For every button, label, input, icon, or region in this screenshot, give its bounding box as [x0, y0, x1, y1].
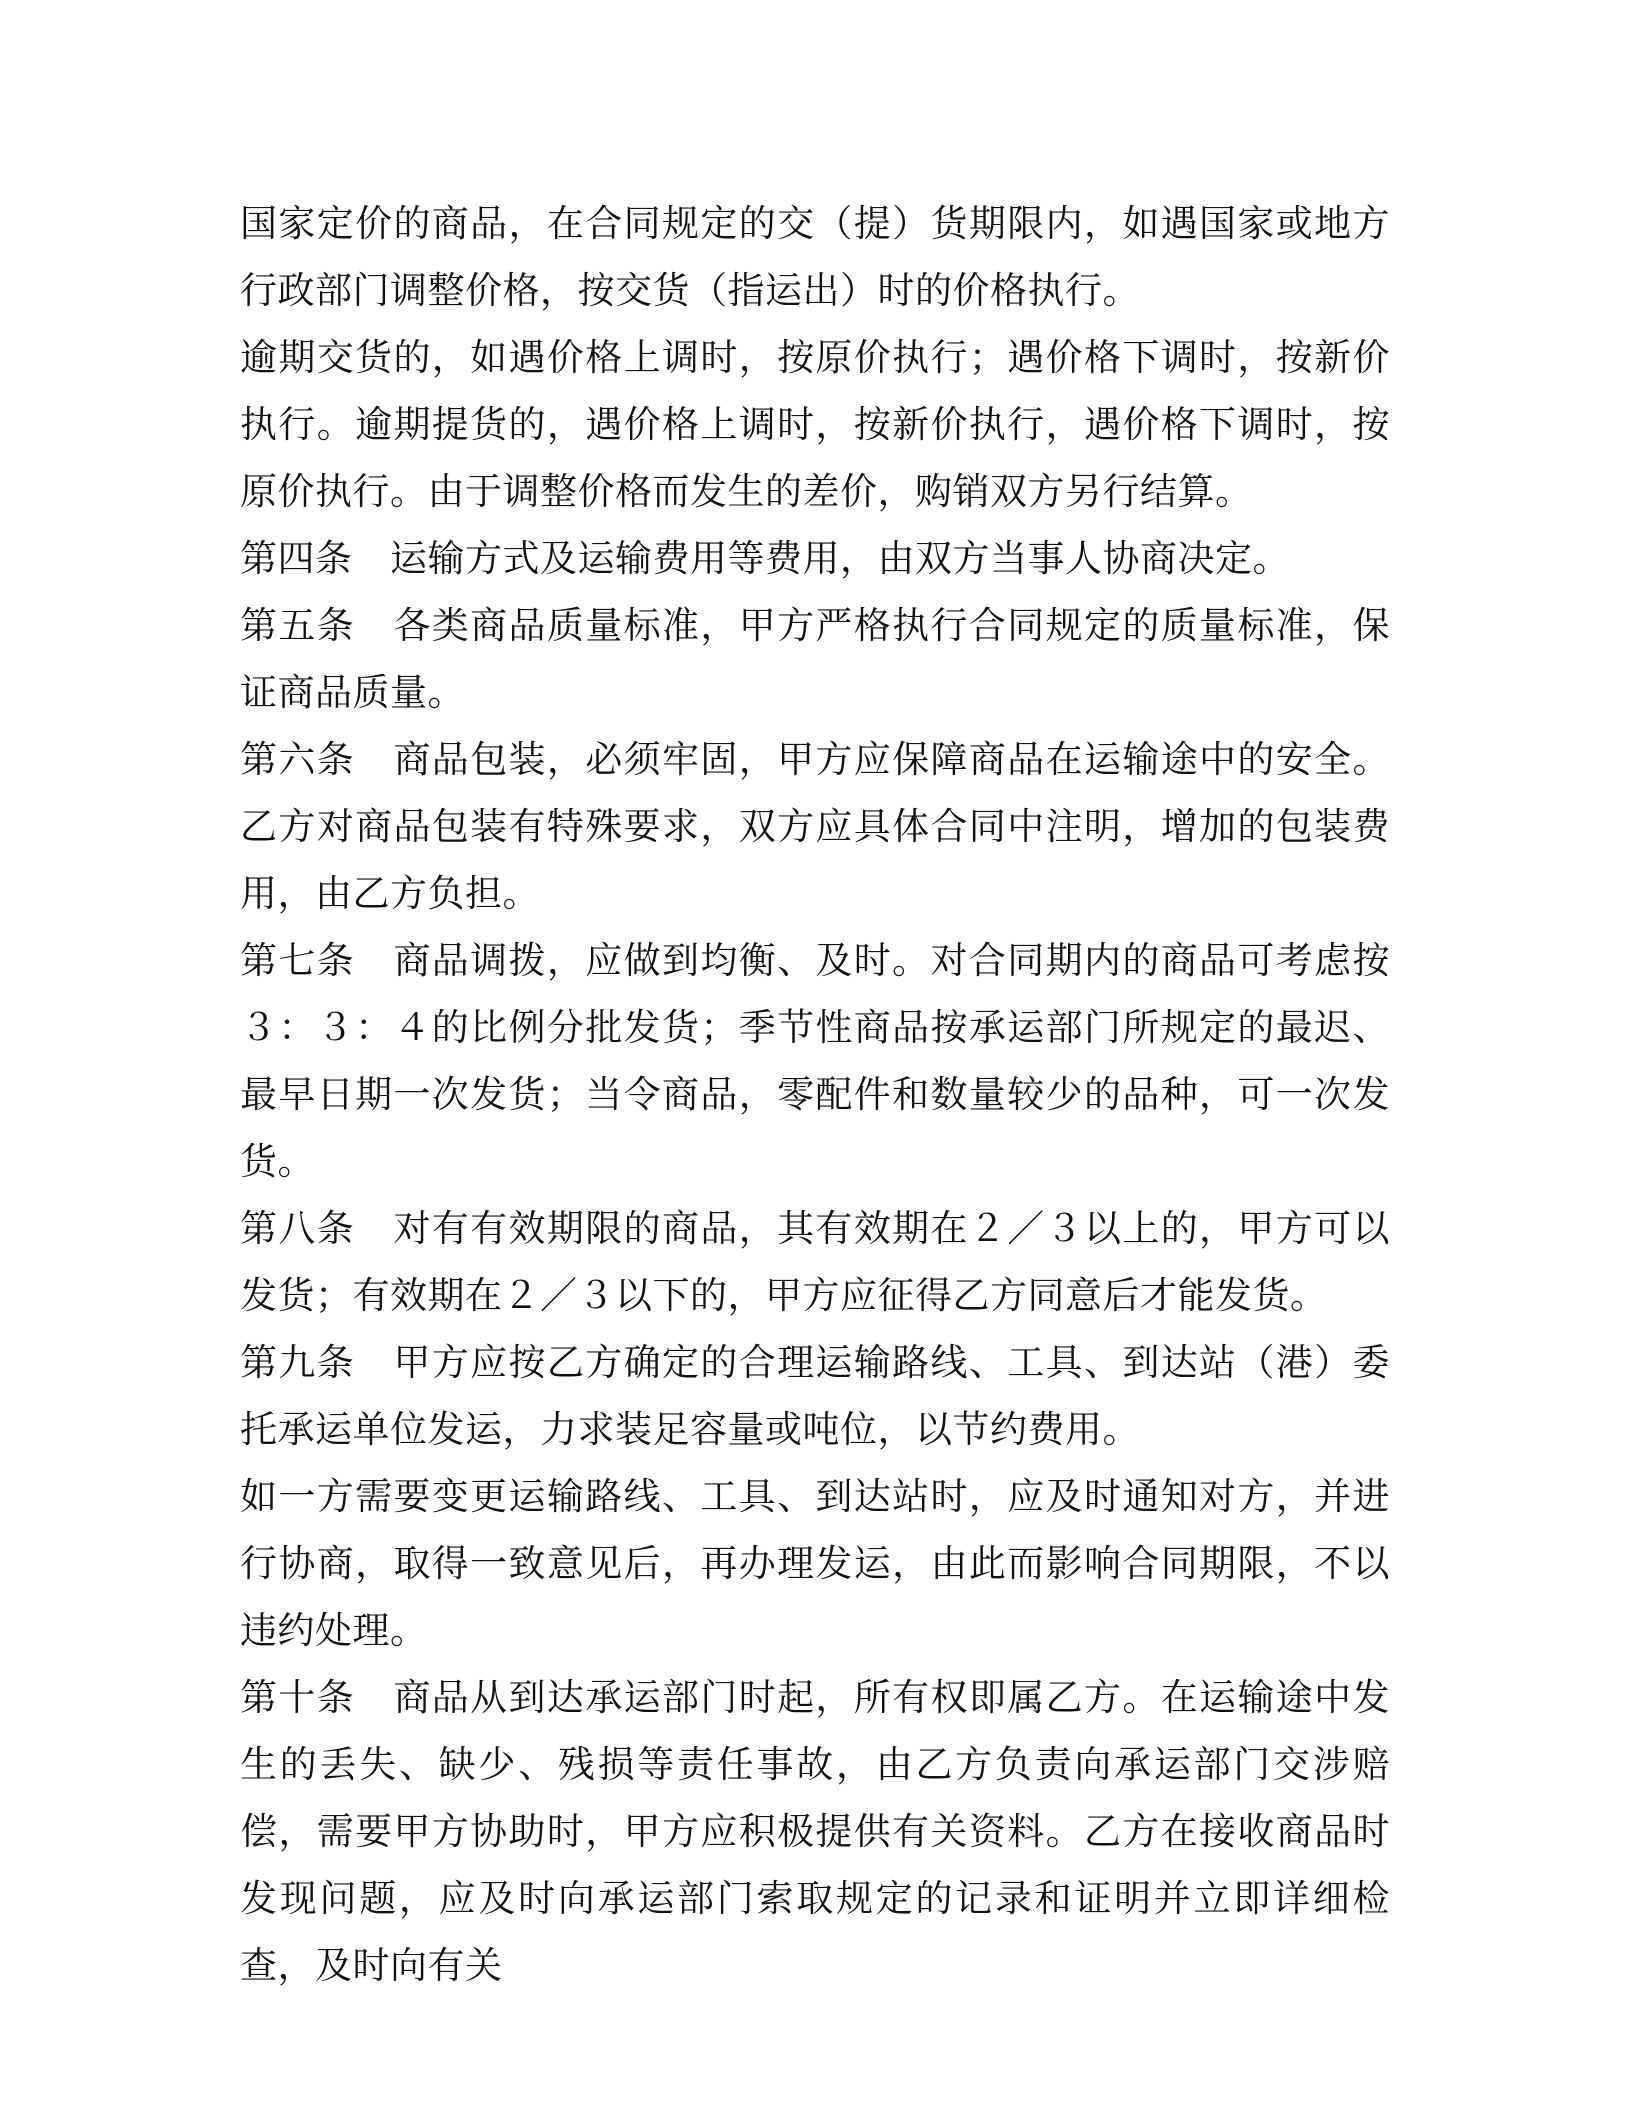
paragraph-overdue-delivery: 逾期交货的，如遇价格上调时，按原价执行；遇价格下调时，按新价执行。逾期提货的，遇价格上调时，按新价执行，遇价格下调时，按原价执行。由于调整价格而发生的差价，购销双方另行结算。 — [240, 336, 1390, 513]
paragraph-article-5: 第五条 各类商品质量标准，甲方严格执行合同规定的质量标准，保证商品质量。 — [240, 604, 1390, 714]
paragraph-article-9: 第九条 甲方应按乙方确定的合理运输路线、工具、到达站（港）委托承运单位发运，力求装足容量或吨位，以节约费用。 — [240, 1341, 1390, 1451]
paragraph-article-6: 第六条 商品包装，必须牢固，甲方应保障商品在运输途中的安全。乙方对商品包装有特殊要求，双方应具体合同中注明，增加的包装费用，由乙方负担。 — [240, 738, 1390, 915]
document-body — [240, 190, 1390, 1999]
paragraph-price-adjustment: 国家定价的商品，在合同规定的交（提）货期限内，如遇国家或地方行政部门调整价格，按交货（指运出）时的价格执行。 — [240, 202, 1390, 312]
paragraph-article-10: 第十条 商品从到达承运部门时起，所有权即属乙方。在运输途中发生的丢失、缺少、残损等责任事故，由乙方负责向承运部门交涉赔偿，需要甲方协助时，甲方应积极提供有关资料。乙方在接收商品时发现问题，应及时向承运部门索取规定的记录和证明并立即详细检查，及时向有关 — [240, 1676, 1390, 1987]
paragraph-article-4: 第四条 运输方式及运输费用等费用，由双方当事人协商决定。 — [240, 537, 1290, 580]
paragraph-article-8: 第八条 对有有效期限的商品，其有效期在２／３以上的，甲方可以发货；有效期在２／３以下的，甲方应征得乙方同意后才能发货。 — [240, 1207, 1390, 1317]
paragraph-route-change: 如一方需要变更运输路线、工具、到达站时，应及时通知对方，并进行协商，取得一致意见后，再办理发运，由此而影响合同期限，不以违约处理。 — [240, 1475, 1390, 1652]
paragraph-article-7: 第七条 商品调拨，应做到均衡、及时。对合同期内的商品可考虑按３：３：４的比例分批发货；季节性商品按承运部门所规定的最迟、最早日期一次发货；当令商品，零配件和数量较少的品种，可一次发货。 — [240, 939, 1390, 1183]
